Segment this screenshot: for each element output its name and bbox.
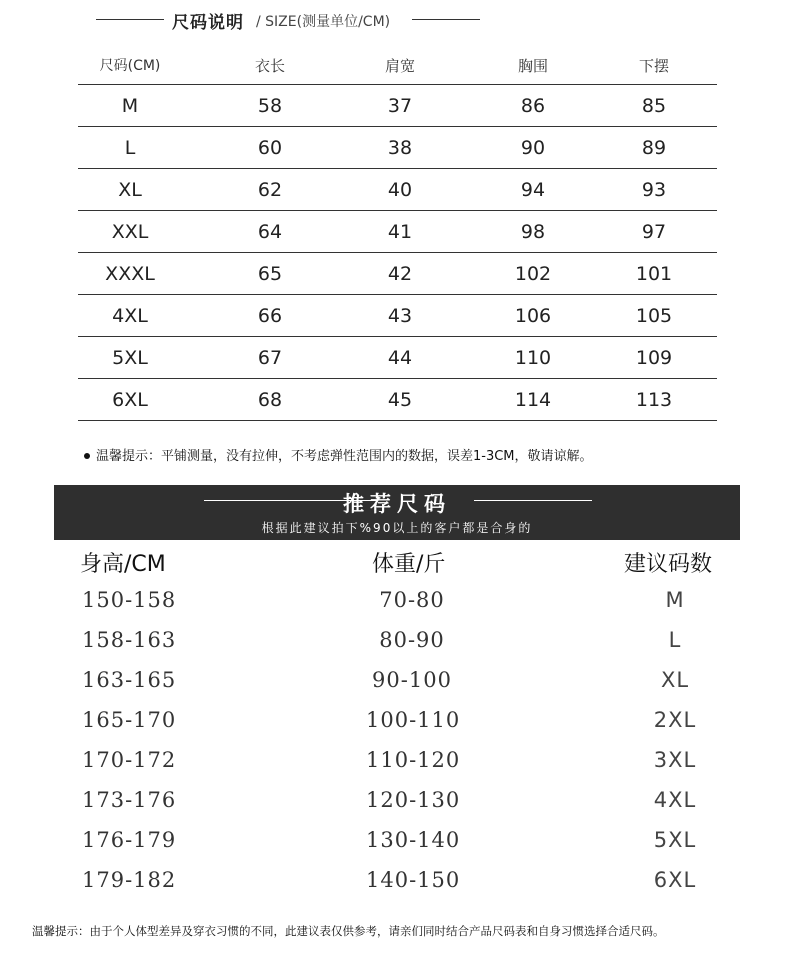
suggested-size-cell: M [665,588,685,612]
hem-cell: 109 [635,346,673,369]
size-cell: 4XL [112,304,148,327]
size-chart-subtitle: / SIZE(测量单位/CM) [256,14,391,30]
shoulder-cell: 42 [387,262,413,285]
chest-cell: 98 [520,220,546,243]
size-cell: 5XL [112,346,148,369]
size-table-header-row [78,46,717,85]
length-cell: 60 [257,136,283,159]
size-chart-header [0,6,790,34]
table-row [78,295,717,337]
header-divider-left [96,19,164,20]
header-divider-right [412,19,480,20]
hem-cell: 85 [641,94,667,117]
table-row [0,748,790,788]
size-cell: 6XL [112,388,148,411]
weight-cell: 90-100 [372,668,452,692]
chest-cell: 90 [520,136,546,159]
hem-cell: 93 [641,178,667,201]
size-table [78,46,717,421]
size-table-header-cell: 衣长 [254,56,285,75]
measurement-note [84,445,593,464]
table-row [78,337,717,379]
size-table-header-cell: 胸围 [517,56,548,75]
table-row [0,788,790,828]
length-cell: 67 [257,346,283,369]
recommend-header-row [0,547,790,588]
hem-cell: 89 [641,136,667,159]
table-row [0,828,790,868]
hem-cell: 113 [635,388,673,411]
length-cell: 66 [257,304,283,327]
table-row [78,127,717,169]
shoulder-cell: 37 [387,94,413,117]
chest-cell: 114 [514,388,552,411]
length-cell: 62 [257,178,283,201]
suggested-size-cell: 5XL [653,828,697,852]
recommend-note: 温馨提示：由于个人体型差异及穿衣习惯的不同，此建议表仅供参考，请亲们同时结合产品尺码表和自身习惯选择合适尺码。 [32,924,665,938]
table-row [78,253,717,295]
suggested-size-header: 建议码数 [624,552,713,577]
recommend-subtitle: 根据此建议拍下%90以上的客户都是合身的 [261,521,533,535]
hem-cell: 97 [641,220,667,243]
table-row [0,668,790,708]
length-cell: 64 [257,220,283,243]
shoulder-cell: 44 [387,346,413,369]
chest-cell: 106 [514,304,552,327]
recommend-banner [54,485,740,540]
suggested-size-cell: 6XL [653,868,697,892]
height-header: 身高/CM [80,552,166,577]
hem-cell: 101 [635,262,673,285]
weight-cell: 80-90 [379,628,445,652]
height-cell: 163-165 [82,668,177,692]
size-cell: XL [118,178,142,201]
hem-cell: 105 [635,304,673,327]
length-cell: 65 [257,262,283,285]
recommend-table [0,547,790,908]
size-table-header-cell: 尺码(CM) [99,58,161,74]
size-cell: M [121,94,139,117]
table-row [0,588,790,628]
chest-cell: 110 [514,346,552,369]
table-row [0,868,790,908]
suggested-size-cell: L [668,628,682,652]
bullet-icon [84,453,90,459]
weight-cell: 140-150 [366,868,461,892]
suggested-size-cell: 2XL [653,708,697,732]
height-cell: 176-179 [82,828,177,852]
size-table-header-cell: 肩宽 [384,56,415,75]
height-cell: 158-163 [82,628,177,652]
length-cell: 58 [257,94,283,117]
table-row [0,628,790,668]
recommend-title: 推荐尺码 [343,492,451,516]
shoulder-cell: 43 [387,304,413,327]
height-cell: 179-182 [82,868,177,892]
height-cell: 150-158 [82,588,177,612]
shoulder-cell: 38 [387,136,413,159]
suggested-size-cell: XL [660,668,690,692]
suggested-size-cell: 3XL [653,748,697,772]
length-cell: 68 [257,388,283,411]
weight-cell: 130-140 [366,828,461,852]
chest-cell: 102 [514,262,552,285]
height-cell: 165-170 [82,708,177,732]
shoulder-cell: 40 [387,178,413,201]
weight-cell: 110-120 [366,748,461,772]
shoulder-cell: 41 [387,220,413,243]
size-table-header-cell: 下摆 [638,56,669,75]
table-row [0,708,790,748]
chest-cell: 94 [520,178,546,201]
weight-cell: 100-110 [366,708,461,732]
weight-header: 体重/斤 [372,552,446,577]
chest-cell: 86 [520,94,546,117]
suggested-size-cell: 4XL [653,788,697,812]
height-cell: 170-172 [82,748,177,772]
table-row [78,379,717,421]
size-cell: XXL [111,220,149,243]
height-cell: 173-176 [82,788,177,812]
table-row [78,169,717,211]
weight-cell: 70-80 [379,588,445,612]
size-cell: L [124,136,136,159]
weight-cell: 120-130 [366,788,461,812]
table-row [78,211,717,253]
table-row [78,85,717,127]
measurement-note-text: 温馨提示：平铺测量，没有拉伸，不考虑弹性范围内的数据，误差1-3CM，敬请谅解。 [96,449,593,464]
shoulder-cell: 45 [387,388,413,411]
size-cell: XXXL [105,262,155,285]
size-chart-title: 尺码说明 [172,13,244,33]
